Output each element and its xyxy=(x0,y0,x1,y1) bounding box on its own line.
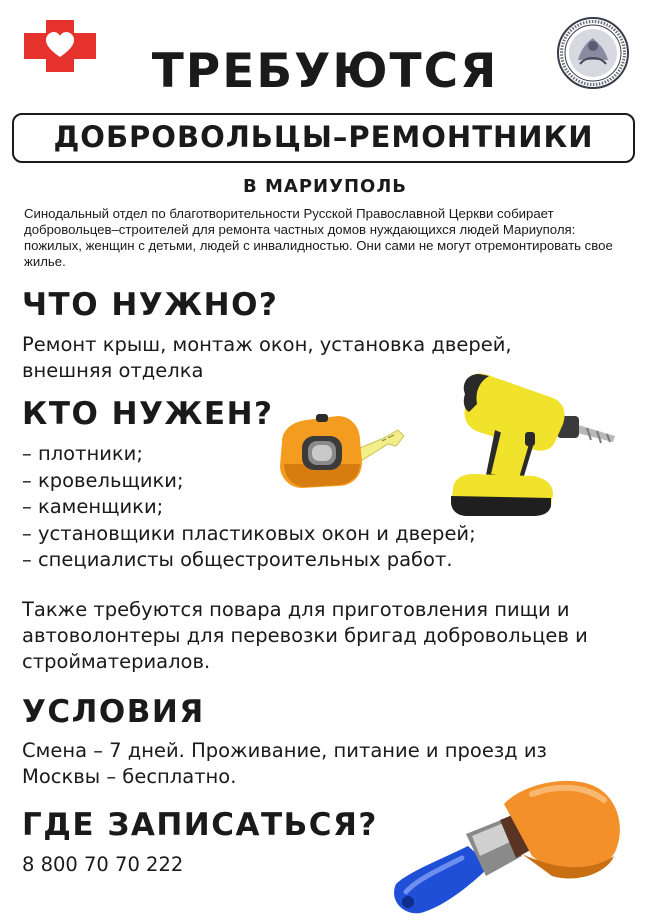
what-heading: ЧТО НУЖНО? xyxy=(22,287,279,323)
subtitle-box: ДОБРОВОЛЬЦЫ–РЕМОНТНИКИ xyxy=(12,113,635,163)
phone-number[interactable]: 8 800 70 70 222 xyxy=(22,853,184,876)
drill-icon xyxy=(445,368,619,518)
what-text: Ремонт крыш, монтаж окон, установка дверей, внешняя отделка xyxy=(22,333,512,382)
also-needed-text: Также требуются повара для приготовления пищи и автоволонтеры для перевозки бригад добровольцев и стройматериалов. xyxy=(22,598,588,673)
intro-paragraph: Синодальный отдел по благотворительности Русской Православной Церкви собирает добровольцев–строителей для ремонта частных домов нуждающихся людей Мариуполя: пожилых, женщин с детьми, людей с инвалидностью. Они сами не могут отремонтировать свое жилье. xyxy=(24,206,613,269)
list-item: – каменщики; xyxy=(22,495,164,518)
conditions-text: Смена – 7 дней. Проживание, питание и проезд из Москвы – бесплатно. xyxy=(22,739,547,788)
who-heading: КТО НУЖЕН? xyxy=(22,396,274,432)
where-heading: ГДЕ ЗАПИСАТЬСЯ? xyxy=(22,807,378,843)
conditions-heading: УСЛОВИЯ xyxy=(22,694,205,730)
list-item: – кровельщики; xyxy=(22,468,184,492)
tape-measure-icon xyxy=(272,408,406,494)
list-item: – плотники; xyxy=(22,442,143,465)
paint-brush-icon xyxy=(382,764,634,916)
page-title: ТРЕБУЮТСЯ xyxy=(151,44,499,99)
list-item: – установщики пластиковых окон и дверей; xyxy=(22,521,476,545)
who-list xyxy=(22,441,476,574)
city-label: В МАРИУПОЛЬ xyxy=(243,176,407,197)
list-item: – специалисты общестроительных работ. xyxy=(22,548,453,571)
